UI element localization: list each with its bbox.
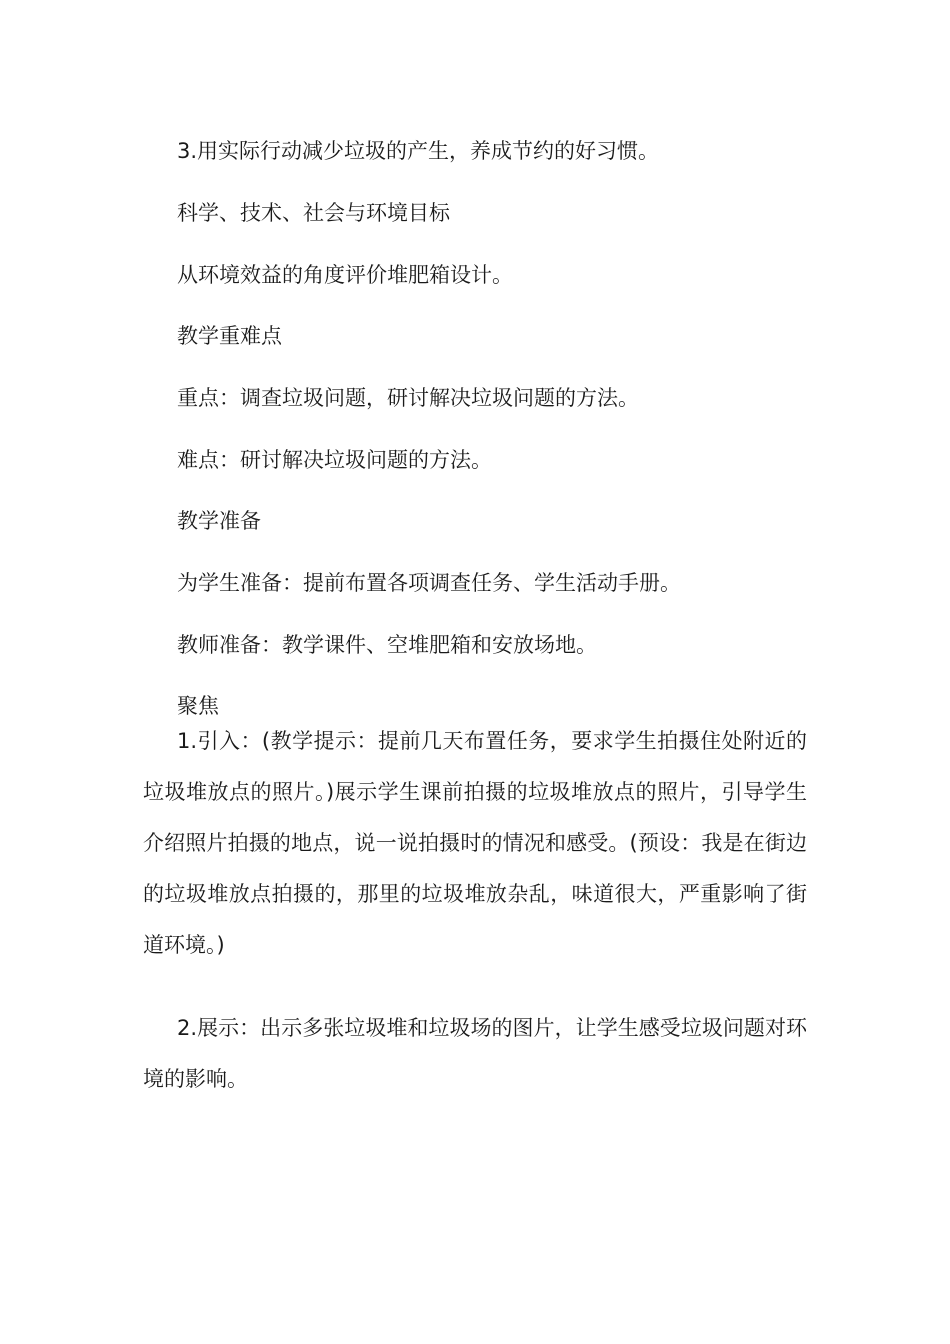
sts-goal-text: 从环境效益的角度评价堆肥箱设计。 bbox=[177, 263, 513, 287]
difficulty-text: 难点：研讨解决垃圾问题的方法。 bbox=[177, 448, 492, 472]
student-preparation-text: 为学生准备：提前布置各项调查任务、学生活动手册。 bbox=[177, 571, 681, 595]
section-heading-focus: 聚焦 bbox=[177, 694, 219, 718]
teacher-preparation-text: 教师准备：教学课件、空堆肥箱和安放场地。 bbox=[177, 633, 597, 657]
section-heading-sts-goals: 科学、技术、社会与环境目标 bbox=[177, 201, 450, 225]
intro-paragraph: 1.引入：(教学提示：提前几天布置任务，要求学生拍摄住处附近的垃圾堆放点的照片。)展示学生课前拍摄的垃圾堆放点的照片，引导学生介绍照片拍摄的地点，说一说拍摄时的情况和感受。(预设：我是在街边的垃圾堆放点拍摄的，那里的垃圾堆放杂乱，味道很大，严重影响了街道环境。) bbox=[143, 729, 807, 957]
section-heading-key-points: 教学重难点 bbox=[177, 324, 282, 348]
key-point-text: 重点：调查垃圾问题，研讨解决垃圾问题的方法。 bbox=[177, 386, 639, 410]
display-paragraph: 2.展示：出示多张垃圾堆和垃圾场的图片，让学生感受垃圾问题对环境的影响。 bbox=[143, 1016, 807, 1091]
goal-item-3: 3.用实际行动减少垃圾的产生，养成节约的好习惯。 bbox=[177, 139, 660, 163]
section-heading-preparation: 教学准备 bbox=[177, 509, 261, 533]
